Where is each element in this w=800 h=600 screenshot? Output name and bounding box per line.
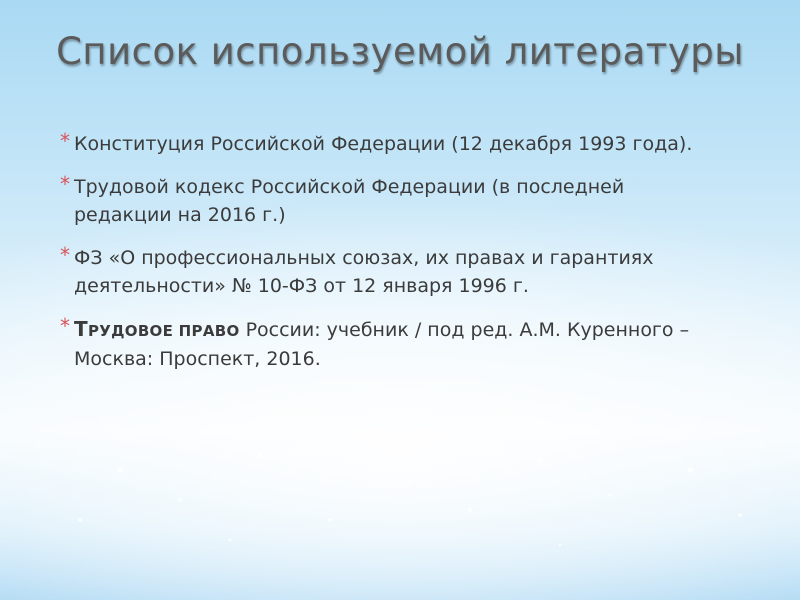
book-title-initial: Т (74, 317, 88, 341)
book-title-smallcaps (74, 317, 240, 341)
list-item (60, 130, 720, 158)
asterisk-bullet-icon: * (60, 243, 70, 267)
asterisk-bullet-icon: * (60, 172, 70, 196)
list-item-text: Конституция Российской Федерации (12 декабря 1993 года). (74, 133, 693, 155)
asterisk-bullet-icon: * (60, 314, 70, 338)
list-item-text: ФЗ «О профессиональных союзах, их правах и гарантиях деятельности» № 10-ФЗ от 12 января 1996 г. (74, 247, 654, 297)
list-item (60, 173, 720, 229)
book-title-rest: РУДОВОЕ ПРАВО (87, 322, 240, 340)
list-item (60, 315, 720, 373)
slide-title: Список используемой литературы (56, 30, 744, 73)
list-item-text: России: учебник / под ред. А.М. Куренного – Москва: Проспект, 2016. (74, 319, 690, 370)
list-item-text: Трудовой кодекс Российской Федерации (в последней редакции на 2016 г.) (74, 176, 625, 226)
list-item (60, 244, 720, 300)
reference-list (60, 130, 720, 388)
asterisk-bullet-icon: * (60, 129, 70, 153)
